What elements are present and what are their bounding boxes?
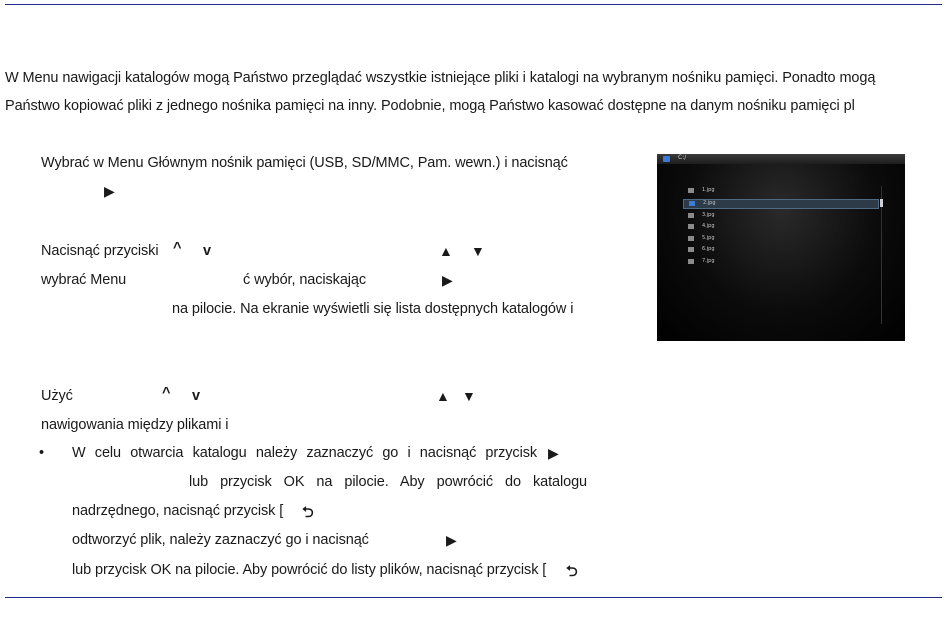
bottom-rule — [5, 597, 942, 598]
right-arrow-icon: ▶ — [446, 532, 457, 548]
intro-paragraph-line-2: Państwo kopiować pliki z jednego nośnika pamięci na inny. Podobnie, mogą Państwo kasować dostępne na danym nośniku pamięci pl — [5, 98, 855, 114]
down-chevron-icon: v — [203, 243, 211, 259]
screenshot-file-row — [683, 211, 879, 223]
intro-paragraph-line-1: W Menu nawigacji katalogów mogą Państwo przeglądać wszystkie istniejące pliki i katalogi na wybranym nośniku pamięci. Ponadto mogą — [5, 70, 876, 86]
up-triangle-icon: ▲ — [439, 243, 453, 259]
screenshot-file-row — [683, 222, 879, 234]
screenshot-file-row — [683, 245, 879, 257]
image-file-icon — [688, 236, 694, 241]
step3-text-b: nawigowania między plikami i — [41, 417, 229, 433]
step2-text-b: wybrać Menu — [41, 272, 127, 288]
right-arrow-icon: ▶ — [104, 183, 115, 199]
up-chevron-icon: ^ — [162, 385, 171, 401]
screenshot-file-row — [683, 257, 879, 269]
return-icon: ⮌ — [302, 505, 314, 521]
screenshot-file-label: 6.jpg — [702, 246, 715, 252]
right-arrow-icon: ▶ — [548, 445, 559, 461]
screenshot-scroll-thumb — [880, 199, 883, 207]
bullet-line-3: nadrzędnego, nacisnąć przycisk [ — [72, 503, 284, 519]
screenshot-file-label: 2.jpg — [703, 199, 716, 206]
step2-text-a: Nacisnąć przyciski — [41, 243, 159, 259]
return-icon: ⮌ — [566, 564, 578, 580]
screenshot-path-bar — [657, 154, 905, 164]
drive-icon — [663, 156, 670, 162]
bullet-line-2: lub przycisk OK na pilocie. Aby powrócić do katalogu — [189, 474, 587, 490]
screenshot-file-list — [683, 186, 879, 268]
image-file-icon — [688, 188, 694, 193]
step1-text: Wybrać w Menu Głównym nośnik pamięci (USB, SD/MMC, Pam. wewn.) i nacisnąć — [41, 155, 568, 171]
bullet-line-1: W celu otwarcia katalogu należy zaznaczyć go i nacisnąć przycisk — [72, 445, 537, 461]
up-triangle-icon: ▲ — [436, 388, 450, 404]
step2-text-d: na pilocie. Na ekranie wyświetli się lista dostępnych katalogów i — [172, 301, 574, 317]
image-file-icon — [688, 259, 694, 264]
image-file-icon — [688, 224, 694, 229]
screenshot-file-row — [683, 199, 879, 209]
bullet-line-4: odtworzyć plik, należy zaznaczyć go i nacisnąć — [72, 532, 369, 548]
screenshot-path: C:/ — [678, 154, 687, 161]
down-triangle-icon: ▼ — [471, 243, 485, 259]
bullet-line-5: lub przycisk OK na pilocie. Aby powrócić do listy plików, nacisnąć przycisk [ — [72, 562, 547, 578]
screenshot-file-label: 7.jpg — [702, 257, 715, 264]
bullet: • — [39, 445, 44, 461]
down-triangle-icon: ▼ — [462, 388, 476, 404]
image-file-icon — [688, 213, 694, 218]
image-file-icon — [688, 247, 694, 252]
step3-text-a: Użyć — [41, 388, 73, 404]
up-chevron-icon: ^ — [173, 240, 182, 256]
screenshot-file-label: 5.jpg — [702, 234, 715, 241]
screenshot-file-row — [683, 234, 879, 246]
screenshot-file-label: 1.jpg — [702, 187, 715, 193]
screenshot-file-label: 3.jpg — [702, 211, 715, 218]
screenshot-file-row — [683, 186, 879, 198]
file-browser-screenshot — [657, 154, 905, 341]
screenshot-file-label: 4.jpg — [702, 223, 715, 229]
right-arrow-icon: ▶ — [442, 272, 453, 288]
top-rule — [5, 4, 942, 5]
step2-text-c: ć wybór, naciskając — [243, 272, 367, 288]
image-file-icon — [689, 201, 695, 206]
down-chevron-icon: v — [192, 388, 200, 404]
